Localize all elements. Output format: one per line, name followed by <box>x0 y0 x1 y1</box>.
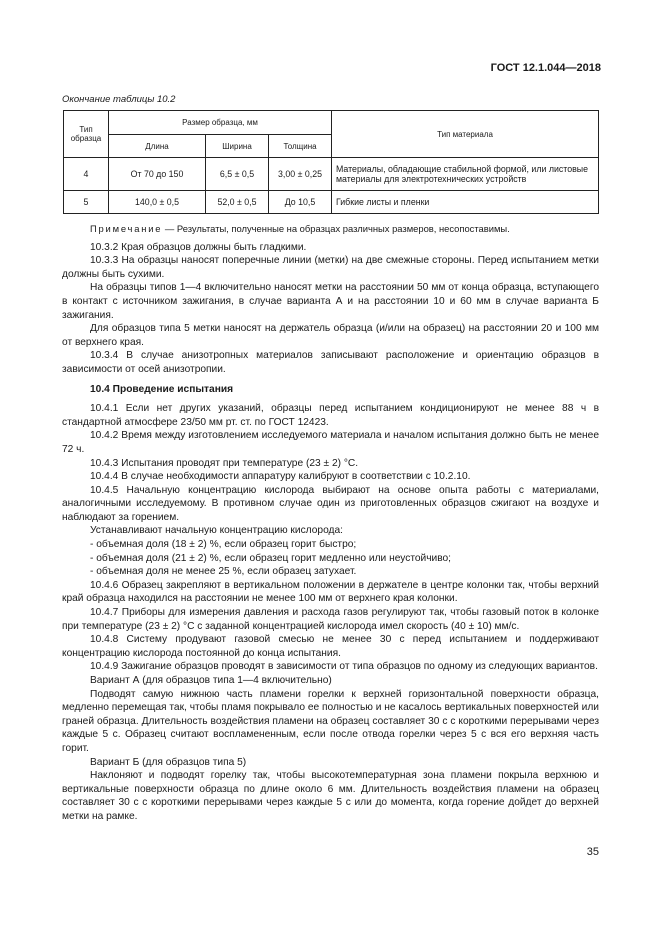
specimen-table <box>63 110 599 214</box>
table-header-thickness: Толщина <box>269 135 332 158</box>
note-text: — Результаты, полученные на образцах различных размеров, несопоставимы. <box>162 223 510 234</box>
table-row <box>64 158 599 191</box>
cell-material: Материалы, обладающие стабильной формой, или листовые материалы для электротехнических устройств <box>332 158 599 191</box>
cell-material: Гибкие листы и пленки <box>332 191 599 214</box>
cell-length: От 70 до 150 <box>109 158 206 191</box>
paragraph: 10.4.7 Приборы для измерения давления и расхода газов регулируют так, чтобы газовый поток в колонке при температуре (23 ± 2) °C с заданной концентрацией кислорода имел скорость (40 ± 10) мм/с. <box>62 607 599 632</box>
paragraph: 10.3.3 На образцы наносят поперечные линии (метки) на две смежные стороны. Перед испытанием метки должны быть сухими. <box>62 255 599 280</box>
body-text <box>62 222 599 824</box>
table-header-length: Длина <box>109 135 206 158</box>
cell-type: 5 <box>64 191 109 214</box>
table-header-width: Ширина <box>206 135 269 158</box>
table-header-material: Тип материала <box>332 111 599 158</box>
paragraph: 10.4.3 Испытания проводят при температуре (23 ± 2) °C. <box>90 457 359 469</box>
paragraph: 10.4.8 Систему продувают газовой смесью не менее 30 с перед испытанием и поддерживают концентрацию кислорода постоянной до конца испытания. <box>62 634 599 659</box>
paragraph: 10.4.2 Время между изготовлением исследуемого материала и началом испытания должно быть не менее 72 ч. <box>62 430 599 455</box>
section-title: 10.4 Проведение испытания <box>90 383 234 395</box>
standard-code-header: ГОСТ 12.1.044—2018 <box>490 62 601 74</box>
paragraph: 10.3.2 Края образцов должны быть гладкими. <box>90 241 307 253</box>
cell-length: 140,0 ± 0,5 <box>109 191 206 214</box>
list-item: - объемная доля (18 ± 2) %, если образец горит быстро; <box>90 539 357 551</box>
table-caption: Окончание таблицы 10.2 <box>62 94 176 105</box>
paragraph: Наклоняют и подводят горелку так, чтобы высокотемпературная зона пламени покрыла верхнюю и вертикальные поверхности образца по длине около 6 мм. Длительность воздействия пламени на образец составляет 30 с с короткими перерывами через каждые 5 с или до момента, когда горение дойдет до верхней метки на рамке. <box>62 770 599 822</box>
list-item: - объемная доля (21 ± 2) %, если образец горит медленно или неустойчиво; <box>90 552 452 564</box>
cell-thickness: 3,00 ± 0,25 <box>269 158 332 191</box>
page-number: 35 <box>586 846 599 858</box>
list-item: - объемная доля не менее 25 %, если образец затухает. <box>90 566 357 578</box>
paragraph: 10.4.4 В случае необходимости аппаратуру калибруют в соответствии с 10.2.10. <box>90 471 471 483</box>
paragraph: 10.3.4 В случае анизотропных материалов записывают расположение и ориентацию образцов в зависимости от осей анизотропии. <box>62 350 599 375</box>
paragraph: 10.4.9 Зажигание образцов проводят в зависимости от типа образцов по одному из следующих вариантов. <box>90 661 598 673</box>
paragraph: Подводят самую нижнюю часть пламени горелки к верхней горизонтальной поверхности образца, медленно перемещая так, чтобы пламя покрывало ее полностью и не касалось вертикальных поверхностей или граней образца. Длительность воздействия пламени на образец составляет 30 с с короткими перерывами через каждые 5 с. Образец считают воспламененным, если после отвода горелки через 5 с вся его верхняя часть горит. <box>62 688 599 754</box>
cell-width: 6,5 ± 0,5 <box>206 158 269 191</box>
table-header-size: Размер образца, мм <box>109 111 332 135</box>
variant-heading: Вариант А (для образцов типа 1—4 включительно) <box>90 675 332 686</box>
cell-type: 4 <box>64 158 109 191</box>
variant-heading: Вариант Б (для образцов типа 5) <box>90 756 247 768</box>
note-label: Примечание <box>90 223 163 234</box>
paragraph: 10.4.6 Образец закрепляют в вертикальном положении в держателе в центре колонки так, чтобы верхний край образца находился на расстоянии не менее 100 мм от верхнего края колонки. <box>62 579 599 605</box>
table-header-type: Тип образца <box>64 111 109 158</box>
paragraph: Для образцов типа 5 метки наносят на держатель образца (и/или на образец) на расстоянии 20 и 100 мм от верхнего края. <box>62 323 599 348</box>
paragraph: 10.4.5 Начальную концентрацию кислорода выбирают на основе опыта работы с материалами, аналогичными исследуемому. В противном случае один из приготовленных образцов сжигают на воздухе и наблюдают за горением. <box>62 484 599 523</box>
paragraph: На образцы типов 1—4 включительно наносят метки на расстоянии 50 мм от конца образца, вступающего в контакт с источником зажигания, в случае варианта А и на расстоянии 10 и 60 мм в случае варианта Б зажигания. <box>62 282 599 321</box>
cell-thickness: До 10,5 <box>269 191 332 214</box>
paragraph: 10.4.1 Если нет других указаний, образцы перед испытанием кондиционируют не менее 88 ч в стандартной атмосфере 23/50 мм рт. ст. по ГОСТ 12423. <box>62 403 599 428</box>
paragraph: Устанавливают начальную концентрацию кислорода: <box>90 525 343 537</box>
cell-width: 52,0 ± 0,5 <box>206 191 269 214</box>
table-row <box>64 191 599 214</box>
table-note <box>62 222 599 236</box>
